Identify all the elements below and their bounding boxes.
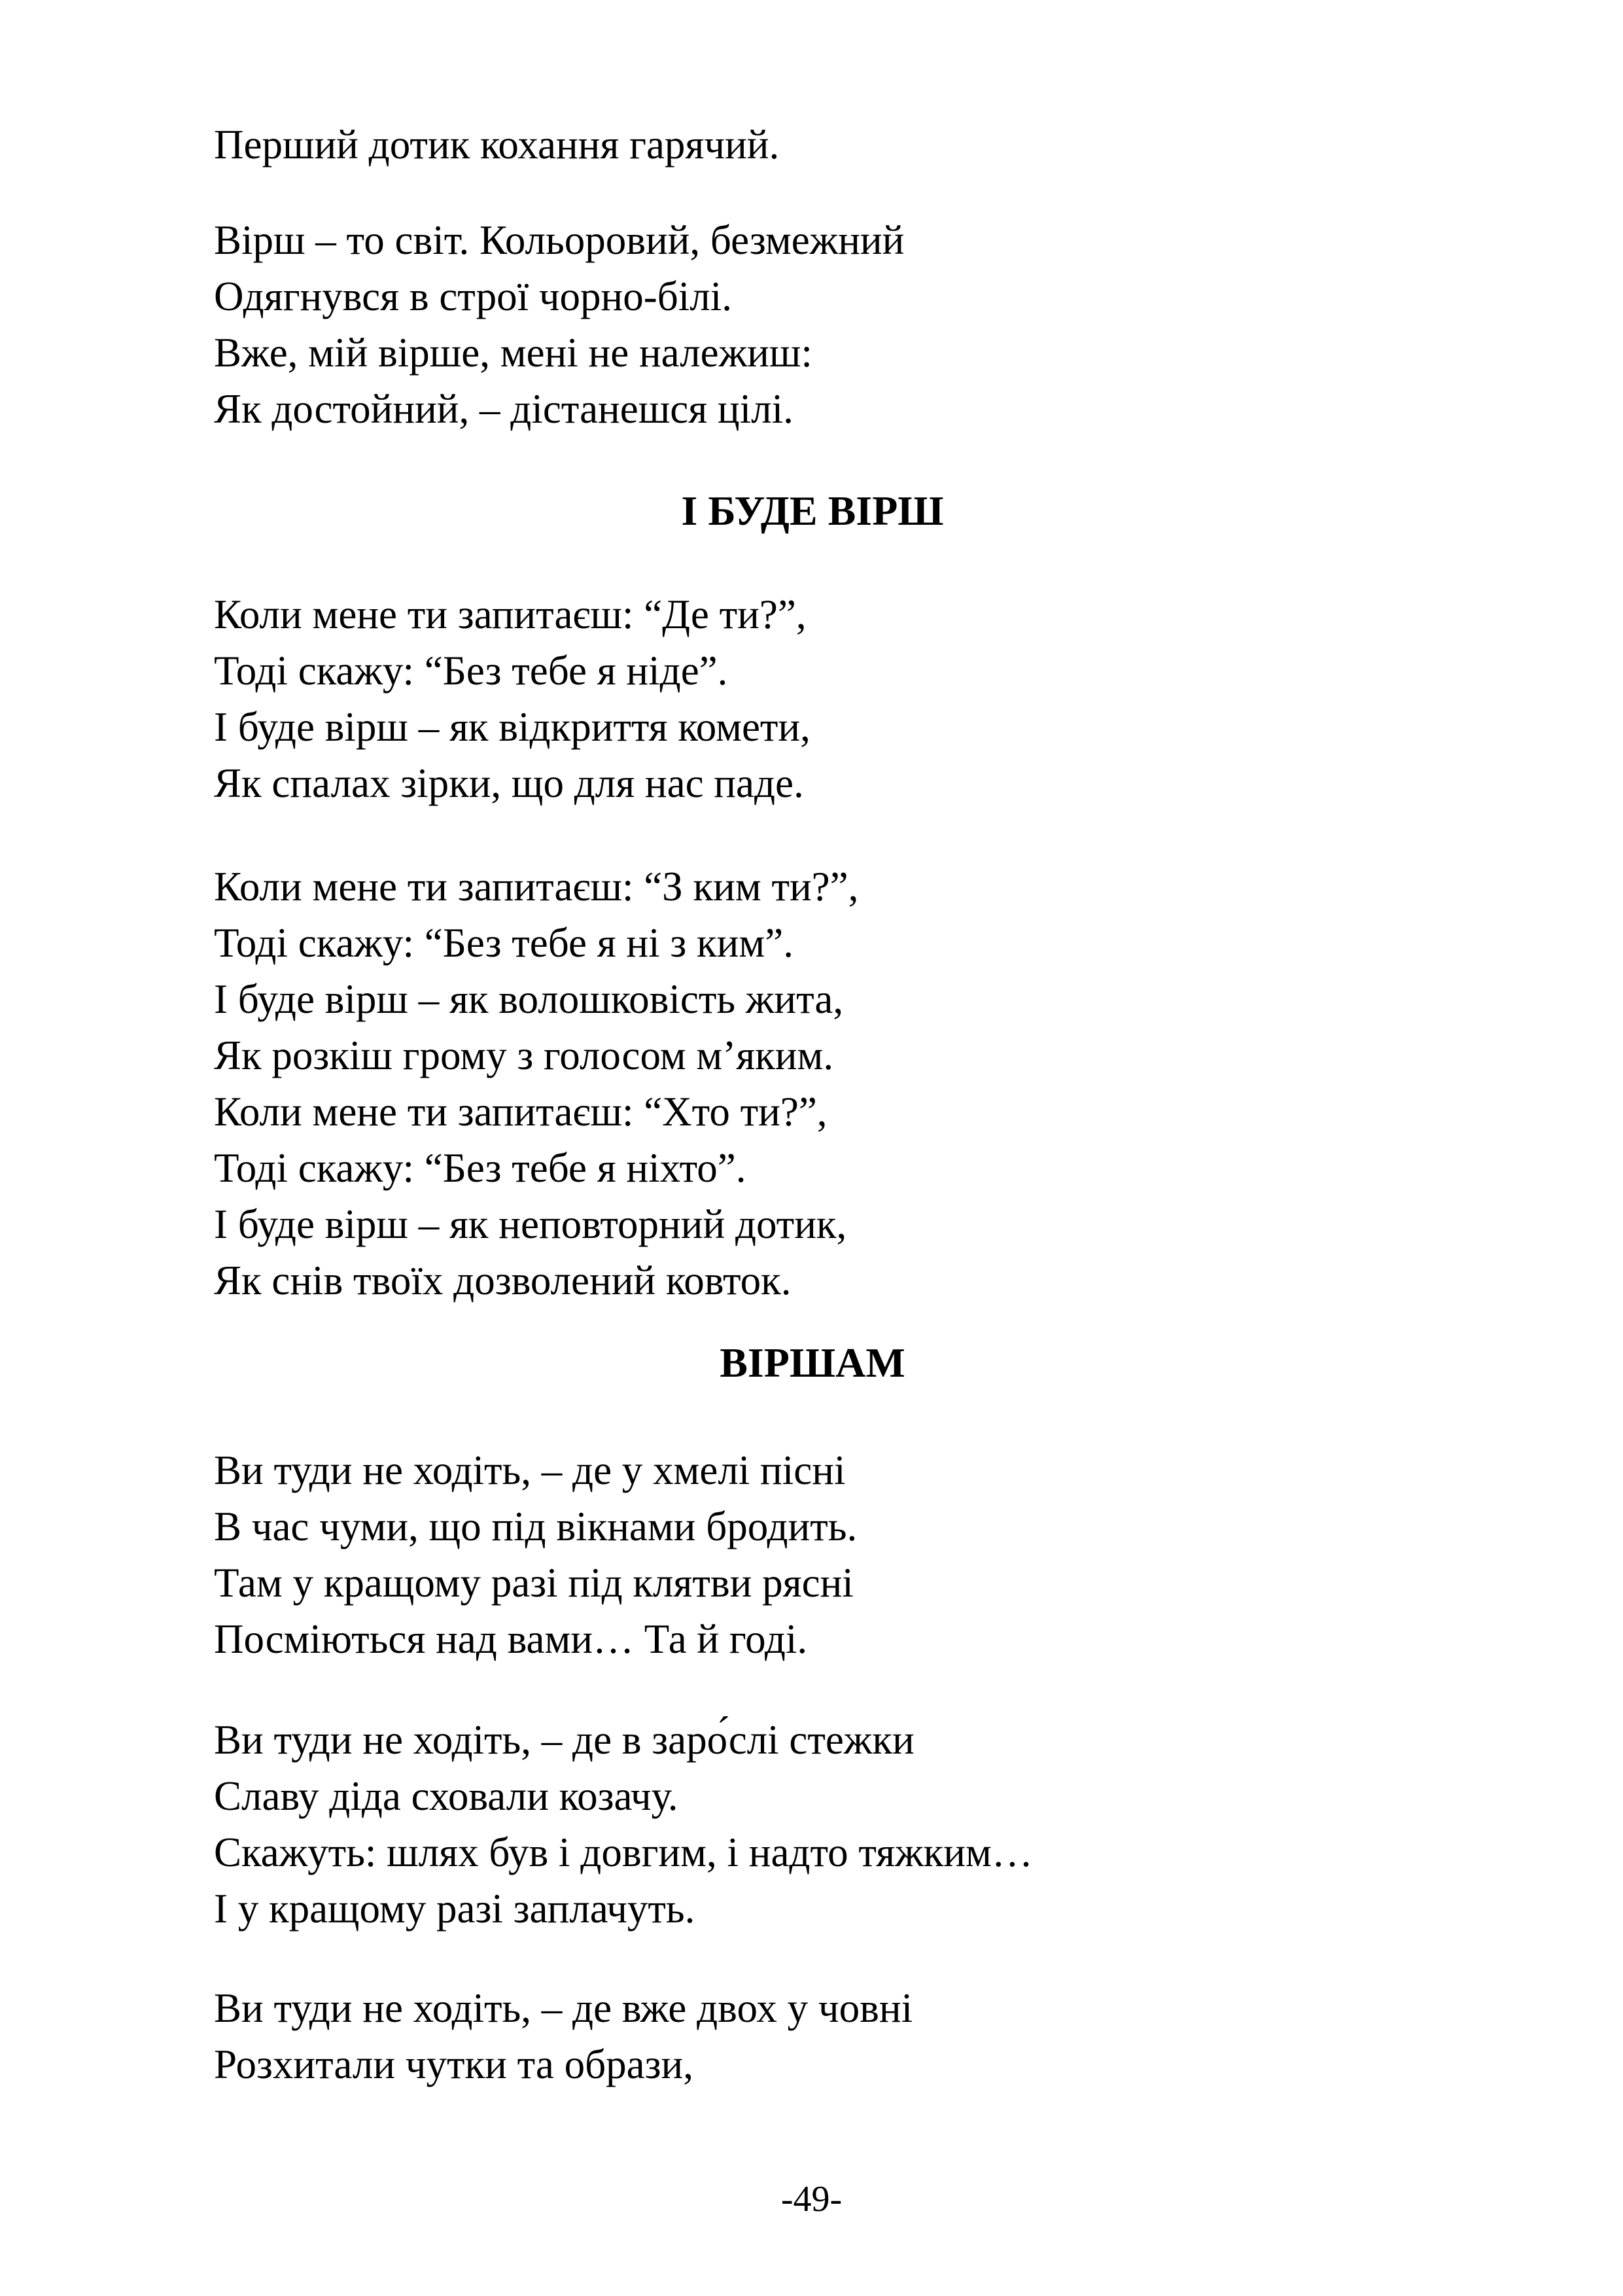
poem-line: Там у кращому разі під клятви рясні xyxy=(214,1560,854,1606)
poem-line: Вже, мій вірше, мені не належиш: xyxy=(214,330,812,376)
poem-line: Славу діда сховали козачу. xyxy=(214,1773,678,1819)
poem-line: Як розкіш грому з голосом м’яким. xyxy=(214,1033,834,1078)
poem-line: Ви туди не ходіть, – де у хмелі пісні xyxy=(214,1447,846,1493)
poem-line: Коли мене ти запитаєш: “Хто ти?”, xyxy=(214,1089,828,1135)
poem-title: ВІРШАМ xyxy=(720,1339,905,1386)
poem1-stanza-1 xyxy=(214,586,1457,811)
poem-line: Коли мене ти запитаєш: “З ким ти?”, xyxy=(214,864,859,910)
poem1-stanza-2 xyxy=(214,858,1457,1309)
poem-line: Тоді скажу: “Без тебе я ні з ким”. xyxy=(214,920,794,966)
poem-line: І буде вірш – як неповторний дотик, xyxy=(214,1201,847,1247)
poem-line: Скажуть: шлях був і довгим, і надто тяжким… xyxy=(214,1829,1033,1875)
poem2-stanza-3 xyxy=(214,1980,1457,2093)
stanza-prev-poem-end xyxy=(214,212,1457,437)
poem-line: Як спалах зірки, що для нас паде. xyxy=(214,760,804,806)
poem-line: Тоді скажу: “Без тебе я ніхто”. xyxy=(214,1145,746,1191)
poem-line: Посміються над вами… Та й годі. xyxy=(214,1616,808,1662)
poem-line: Тоді скажу: “Без тебе я ніде”. xyxy=(214,648,728,694)
poem-line: Розхитали чутки та образи, xyxy=(214,2041,693,2087)
poem2-stanza-1 xyxy=(214,1442,1457,1667)
poem-line: І буде вірш – як волошковість жита, xyxy=(214,976,844,1022)
poem-line: Як снів твоїх дозволений ковток. xyxy=(214,1258,792,1303)
poem-line: І у кращому разі заплачуть. xyxy=(214,1886,695,1932)
poem-line: І буде вірш – як відкриття комети, xyxy=(214,704,811,750)
page-number: -49- xyxy=(780,2179,843,2219)
poem-line: В час чуми, що під вікнами бродить. xyxy=(214,1504,858,1549)
poem-line: Коли мене ти запитаєш: “Де ти?”, xyxy=(214,592,807,637)
poem-line: Ви туди не ходіть, – де вже двох у човні xyxy=(214,1985,913,2031)
poem-title: І БУДЕ ВІРШ xyxy=(681,487,944,534)
stanza-fragment xyxy=(214,116,1457,173)
poem-line: Вірш – то світ. Кольоровий, безмежний xyxy=(214,217,905,263)
poem2-stanza-2 xyxy=(214,1712,1457,1937)
poem-line: Як достойний, – дістанешся цілі. xyxy=(214,386,794,432)
poem-line: Ви туди не ходіть, – де в заро́слі стежки xyxy=(214,1717,915,1763)
poem-line: Перший дотик кохання гарячий. xyxy=(214,122,780,168)
poem-line: Одягнувся в строї чорно-білі. xyxy=(214,274,732,319)
